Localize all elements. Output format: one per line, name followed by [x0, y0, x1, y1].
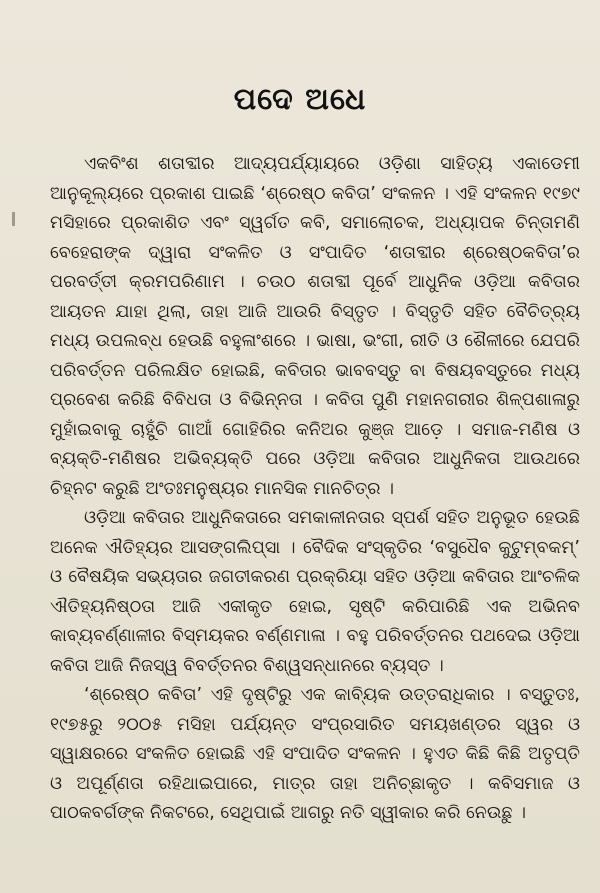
page-title: ପଦେ ଅଧେ	[233, 82, 367, 117]
margin-mark	[12, 212, 15, 226]
paragraph-2: ଓଡ଼ିଆ କବିତାର ଆଧୁନିକତାରେ ସମକାଳୀନତାର ସ୍ପର୍ଶ ସହିତ ଅନୁଭୂତ ହେଉଛି ଅନେକ ଐତିହ୍ୟର ଆସଙ୍ଗଲିପ୍ସା । ବୈଦିକ ସଂସ୍କୃତିର ‘ବସୁଧୈବ କୁଟୁମ୍ବକମ୍’ ଓ ବୈଷୟିକ ସଭ୍ୟତାର ଜଗତୀକରଣ ପ୍ରକ୍ରିୟା ସହିତ ଓଡ଼ିଆ କବିତାର ଆଂଚଳିକ ଐତିହ୍ୟନିଷ୍ଠତା ଆଜି ଏକୀକୃତ ହୋଇ, ସୃଷ୍ଟି କରିପାରିଛି ଏକ ଅଭିନବ କାବ୍ୟବର୍ଣ୍ଣାଳୀର ବିସ୍ମୟକର ବର୍ଣ୍ଣମାଳା । ବହୁ ପରିବର୍ତ୍ତନର ପଥଦେଇ ଓଡ଼ିଆ କବିତା ଆଜି ନିଜସ୍ୱ ବିବର୍ତ୍ତନର ବିଶ୍ୱସନ୍ଧାନରେ ବ୍ୟସ୍ତ ।	[50, 508, 580, 676]
paragraph-3: ‘ଶ୍ରେଷ୍ଠ କବିତା’ ଏହି ଦୃଷ୍ଟିରୁ ଏକ କାବ୍ୟିକ ଉତ୍ତରାଧିକାର । ବସ୍ତୁତଃ, ୧୯୭୫ରୁ ୨୦୦୫ ମସିହା ପର୍ଯ୍ୟନ୍ତ ସଂପ୍ରସାରିତ ସମୟଖଣ୍ଡର ସ୍ୱର ଓ ସ୍ୱାକ୍ଷରରେ ସଂକଳିତ ହୋଇଛି ଏହି ସଂପାଦିତ ସଂକଳନ । ହୁଏତ କିଛି କିଛି ଅତୃପ୍ତି ଓ ଅପୂର୍ଣ୍ଣତା ରହିଥାଇପାରେ, ମାତ୍ର ତାହା ଅନିଚ୍ଛାକୃତ । କବିସମାଜ ଓ ପାଠକବର୍ଗଙ୍କ ନିକଟରେ, ସେଥିପାଇଁ ଆଗରୁ ନତି ସ୍ୱୀକାର କରି ନେଉଛୁ ।	[50, 685, 580, 823]
show-through-text	[360, 0, 600, 150]
body-text	[50, 150, 580, 829]
paragraph-1: ଏକବିଂଶ ଶତାବ୍ଦୀର ଆଦ୍ୟପର୍ଯ୍ୟାୟରେ ଓଡ଼ିଶା ସାହିତ୍ୟ ଏକାଡେମୀ ଆନୁକୂଲ୍ୟରେ ପ୍ରକାଶ ପାଇଛି ‘ଶ୍ରେଷ୍ଠ କବିତା’ ସଂକଳନ । ଏହି ସଂକଳନ ୧୯୭୯ ମସିହାରେ ପ୍ରକାଶିତ ଏବଂ ସ୍ୱର୍ଗତ କବି, ସମାଲୋଚକ, ଅଧ୍ୟାପକ ଚିନ୍ତାମଣି ବେହେରାଙ୍କ ଦ୍ୱାରା ସଂକଳିତ ଓ ସଂପାଦିତ ‘ଶତାବ୍ଦୀର ଶ୍ରେଷ୍ଠକବିତା’ର ପରବର୍ତ୍ତୀ କ୍ରମପରିଣାମ । ଚଉଠ ଶତାବ୍ଦୀ ପୂର୍ବେ ଆଧୁନିକ ଓଡ଼ିଆ କବିତାର ଆୟତନ ଯାହା ଥିଲା, ତାହା ଆଜି ଆଉରି ବିସ୍ତୃତ । ବିସ୍ତୃତି ସହିତ ବୈଚିତ୍ର୍ୟ ମଧ୍ୟ ଉପଲବ୍ଧ ହେଉଛି ବହୁଳାଂଶରେ । ଭାଷା, ଭଂଗୀ, ରୀତି ଓ ଶୈଳୀରେ ଯେପରି ପରିବର୍ତ୍ତନ ପରିଲକ୍ଷିତ ହୋଇଛି, କବିତାର ଭାବବସ୍ତୁ ବା ବିଷୟବସ୍ତୁରେ ମଧ୍ୟ ପ୍ରବେଶ କରିଛି ବିବିଧତା ଓ ବିଭିନ୍ନତା । କବିତା ପୁଣି ମହାନଗରୀର ଶିଳ୍ପଶାଳାରୁ ମୁହାଁଇବାକୁ ଚାହୁଁଚି ଗାଆଁ ଗୋହିରିର କନିଅର କୁଞ୍ଜ ଆଡ଼େ । ସମାଜ-ମଣିଷ ଓ ବ୍ୟକ୍ତି-ମଣିଷର ଅଭିବ୍ୟକ୍ତି ପରେ ଓଡ଼ିଆ କବିତାର ଆଧୁନିକତା ଆଉଥରେ ଚିହ୍ନଟ କରୁଛି ଅଂତଃମନୁଷ୍ୟର ମାନସିକ ମାନଚିତ୍ର ।	[50, 154, 580, 499]
